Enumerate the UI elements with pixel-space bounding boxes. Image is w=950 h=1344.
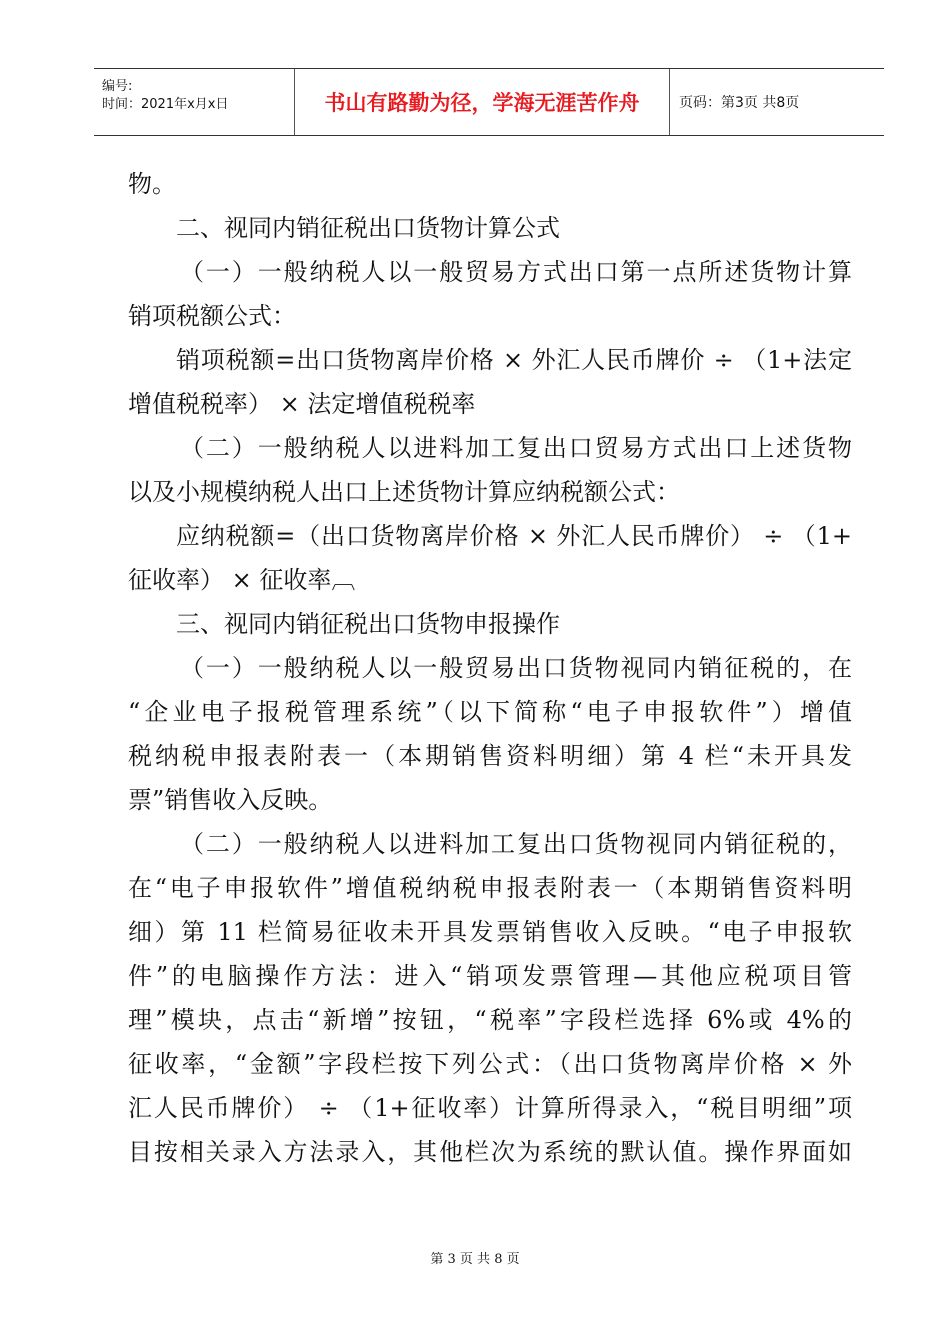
formula-line: 应纳税额=（出口货物离岸价格 × 外汇人民币牌价） ÷ （1+ [176,522,852,550]
body-line: （二）一般纳税人以进料加工复出口贸易方式出口上述货物 [180,434,852,462]
body-line: 理”模块，点击“新增”按钮，“税率”字段栏选择 6%或 4%的 [128,1006,852,1034]
document-code-label: 编号: [102,79,133,94]
page-header [94,68,884,136]
body-line: 销项税额公式： [128,302,296,330]
body-line: 物。 [128,170,176,198]
section-heading: 三、视同内销征税出口货物申报操作 [176,610,560,638]
body-line: 在“电子申报软件”增值税纳税申报表附表一（本期销售资料明 [128,874,852,902]
page-footer: 第 3 页 共 8 页 [430,1252,520,1267]
body-line: 票”销售收入反映。 [128,786,333,814]
formula-line: 征收率） × 征收率︹ [128,566,356,594]
document-time-label: 时间：2021年x月x日 [102,97,229,112]
body-line: （一）一般纳税人以一般贸易出口货物视同内销征税的，在 [180,654,852,682]
body-line: （一）一般纳税人以一般贸易方式出口第一点所述货物计算 [180,258,852,286]
body-line: 细）第 11 栏简易征收未开具发票销售收入反映。“电子申报软 [128,918,852,946]
body-line: 汇人民币牌价） ÷ （1+征收率）计算所得录入，“税目明细”项 [128,1094,852,1122]
body-line: 目按相关录入方法录入，其他栏次为系统的默认值。操作界面如 [128,1138,852,1166]
body-line: “企业电子报税管理系统”（以下简称“电子申报软件”）增值 [128,698,852,726]
formula-line: 增值税税率） × 法定增值税税率 [128,390,476,418]
header-page-number: 页码：第3页 共8页 [679,95,800,111]
body-line: 以及小规模纳税人出口上述货物计算应纳税额公式： [128,478,680,506]
header-meta [94,69,294,135]
section-heading: 二、视同内销征税出口货物计算公式 [176,214,560,242]
body-line: 件”的电脑操作方法：进入“销项发票管理—其他应税项目管 [128,962,852,990]
body-line: （二）一般纳税人以进料加工复出口货物视同内销征税的， [180,830,852,858]
body-line: 征收率，“金额”字段栏按下列公式：（出口货物离岸价格 × 外 [128,1050,852,1078]
document-body [128,162,852,1174]
formula-line: 销项税额=出口货物离岸价格 × 外汇人民币牌价 ÷ （1+法定 [176,346,852,374]
body-line: 税纳税申报表附表一（本期销售资料明细）第 4 栏“未开具发 [128,742,852,770]
header-motto: 书山有路勤为径，学海无涯苦作舟 [294,69,670,135]
